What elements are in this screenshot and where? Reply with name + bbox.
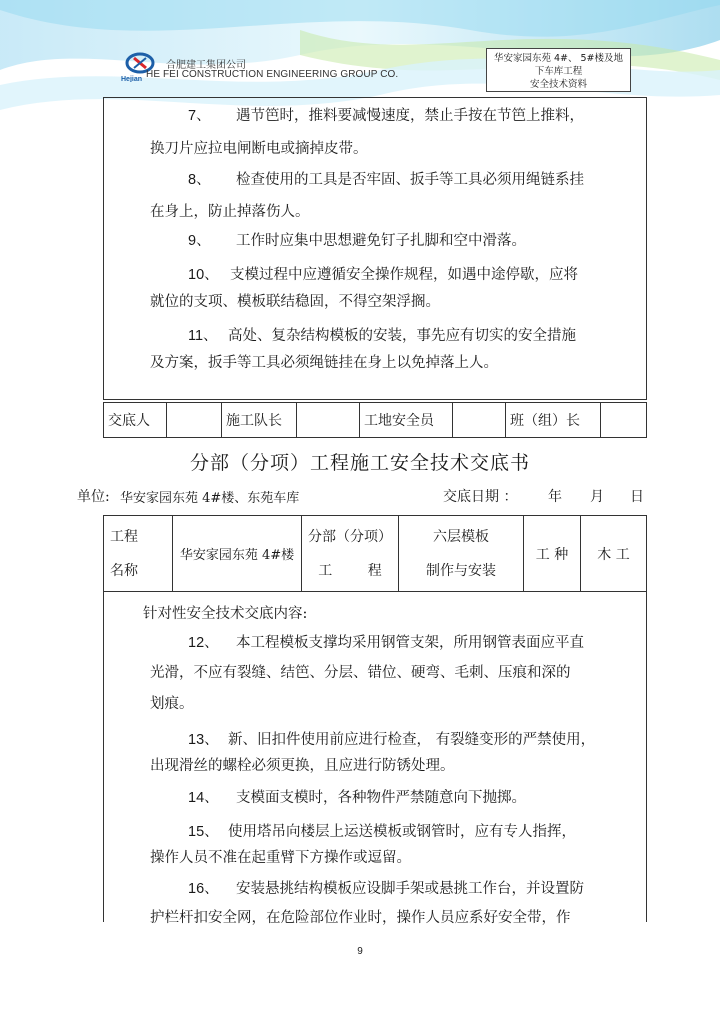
date-month: 月 xyxy=(590,489,604,505)
group-leader-signature-cell[interactable] xyxy=(601,403,647,438)
trade-value: 木 工 xyxy=(581,516,647,592)
item-7-line-1: 7、 遇节笆时，推料要减慢速度，禁止手按在节笆上推料， xyxy=(188,108,584,124)
group-leader-label: 班（组）长 xyxy=(506,403,601,438)
item-11-line-1: 11、 高处、复杂结构模板的安装，事先应有切实的安全措施 xyxy=(188,328,576,344)
page-number: 9 xyxy=(357,946,363,957)
date-day: 日 xyxy=(630,489,644,505)
item-12-line-3: 划痕。 xyxy=(150,696,194,712)
company-name-cn: 合肥建工集团公司 xyxy=(166,60,246,71)
date-year: 年 xyxy=(548,489,562,505)
safety-officer-label: 工地安全员 xyxy=(360,403,453,438)
document-title: 分部（分项）工程施工安全技术交底书 xyxy=(189,452,530,474)
sub-label-line: 分部（分项） xyxy=(308,528,392,545)
date-label: 交底日期 ： xyxy=(443,489,518,505)
project-name-value: 华安家园东苑 4#楼 xyxy=(173,516,302,592)
project-label-line: 工程 xyxy=(110,528,138,545)
item-13-line-2: 出现滑丝的螺栓必须更换，且应进行防锈处理。 xyxy=(150,758,455,774)
sub-project-value xyxy=(399,516,524,592)
sub-value-line: 六层模板 xyxy=(433,528,489,545)
handover-label: 交底人 xyxy=(104,403,167,438)
content-label: 针对性安全技术交底内容: xyxy=(143,606,308,622)
item-15-line-2: 操作人员不准在起重臂下方操作或逗留。 xyxy=(150,850,411,866)
item-10-line-2: 就位的支项、模板联结稳固，不得空架浮搁。 xyxy=(150,294,440,310)
sub-project-label xyxy=(302,516,399,592)
project-info-box xyxy=(486,48,631,92)
team-leader-signature-cell[interactable] xyxy=(297,403,360,438)
project-info-table xyxy=(103,515,647,592)
item-16-line-2: 护栏杆扣安全网，在危险部位作业时，操作人员应系好安全带，作 xyxy=(150,910,571,926)
item-11-line-2: 及方案，扳手等工具必须绳链挂在身上以免掉落上人。 xyxy=(150,355,498,371)
project-label-line: 名称 xyxy=(110,562,138,579)
item-8-line-2: 在身上，防止掉落伤人。 xyxy=(150,204,310,220)
item-7-line-2: 换刀片应拉电闸断电或摘掉皮带。 xyxy=(150,141,368,157)
project-box-line: 下车库工程 xyxy=(534,66,583,77)
team-leader-label: 施工队长 xyxy=(222,403,297,438)
project-box-line: 安全技术资料 xyxy=(529,79,587,90)
safety-officer-signature-cell[interactable] xyxy=(453,403,506,438)
item-14-line-1: 14、 支模面支模时，各种物件严禁随意向下抛掷。 xyxy=(188,790,526,806)
company-name-en: HE FEI CONSTRUCTION ENGINEERING GROUP CO. xyxy=(146,69,399,80)
project-box-line: 华安家园东苑 4#、 5#楼及地 xyxy=(493,53,624,64)
item-12-line-1: 12、 本工程模板支撑均采用钢管支架，所用钢管表面应平直 xyxy=(188,635,584,651)
handover-signature-cell[interactable] xyxy=(167,403,222,438)
item-8-line-1: 8、 检查使用的工具是否牢固、扳手等工具必须用绳链系挂 xyxy=(188,172,584,188)
sub-value-line: 制作与安装 xyxy=(426,562,496,579)
item-13-line-1: 13、 新、旧扣件使用前应进行检查， 有裂缝变形的严禁使用， xyxy=(188,732,596,748)
unit-label: 单位: xyxy=(77,489,110,505)
item-12-line-2: 光滑，不应有裂缝、结笆、分层、错位、硬弯、毛刺、压痕和深的 xyxy=(150,665,571,681)
signature-table xyxy=(103,402,647,438)
logo-text: Hejian xyxy=(121,76,143,82)
unit-value: 华安家园东苑 4#楼、东苑车库 xyxy=(120,491,300,506)
trade-label: 工 种 xyxy=(524,516,581,592)
sub-label-line: 工 程 xyxy=(318,562,382,579)
item-15-line-1: 15、 使用塔吊向楼层上运送模板或钢管时，应有专人指挥， xyxy=(188,824,576,840)
item-16-line-1: 16、 安装悬挑结构模板应设脚手架或悬挑工作台，并设置防 xyxy=(188,881,584,897)
item-9-line-1: 9、 工作时应集中思想避免钉子扎脚和空中滑落。 xyxy=(188,233,526,249)
item-10-line-1: 10、 支模过程中应遵循安全操作规程，如遇中途停歇，应将 xyxy=(188,267,578,283)
project-name-label xyxy=(104,516,173,592)
